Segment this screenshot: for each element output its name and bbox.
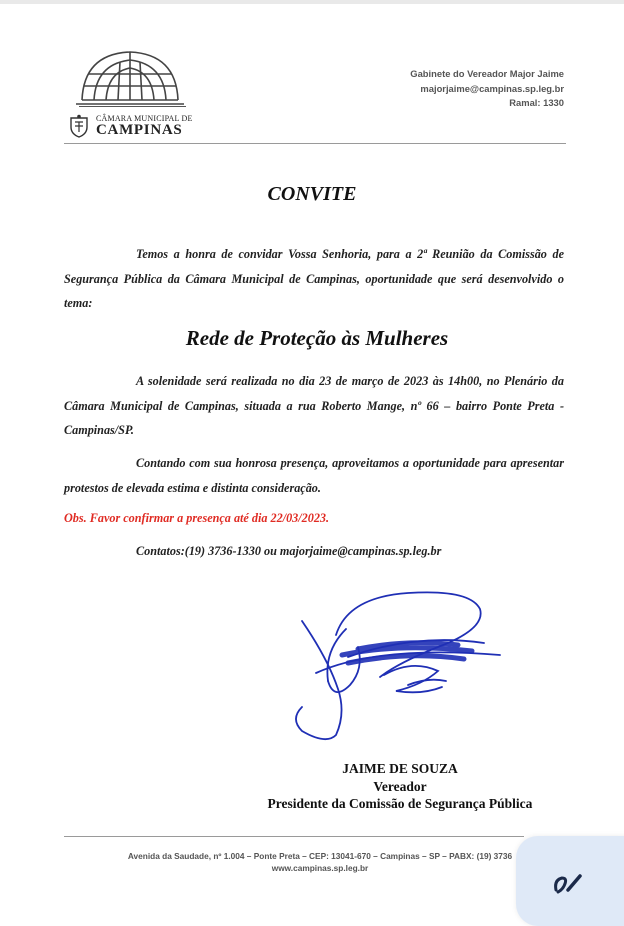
signatory-role: Vereador: [373, 779, 427, 794]
institution-name: CAMPINAS: [96, 122, 183, 138]
footer-address: Avenida da Saudade, nº 1.004 – Ponte Preta – CEP: 13041-670 – Campinas – SP – PABX: (19) 3736: [127, 851, 513, 861]
edit-pen-icon: [552, 872, 584, 894]
logo-divider: [79, 106, 186, 107]
document-title: CONVITE: [267, 183, 357, 205]
office-email: majorjaime@campinas.sp.leg.br: [420, 82, 564, 94]
contact-line: Contatos:(19) 3736-1330 ou majorjaime@campinas.sp.leg.br: [136, 544, 442, 558]
edit-fab-button[interactable]: [516, 836, 624, 926]
top-bar: [0, 0, 624, 4]
office-info: [410, 67, 564, 111]
signatory-position: Presidente da Comissão de Segurança Pública: [267, 796, 533, 811]
office-name: Gabinete do Vereador Major Jaime: [410, 68, 564, 79]
closing-paragraph: Contando com sua honrosa presença, aproveitamos a oportunidade para apresentar protestos de elevada estima e distinta consideração.: [64, 456, 564, 495]
handwritten-signature: [288, 585, 518, 750]
footer-website: www.campinas.sp.leg.br: [271, 863, 369, 873]
details-paragraph: A solenidade será realizada no dia 23 de março de 2023 às 14h00, no Plenário da Câmara Municipal de Campinas, situada a rua Roberto Mange, nº 66 – bairro Ponte Preta - Campinas/SP.: [64, 374, 564, 437]
footer-divider: [64, 836, 524, 837]
event-theme: Rede de Proteção às Mulheres: [185, 326, 449, 350]
city-crest-icon: [67, 114, 91, 138]
header-divider: [64, 143, 566, 144]
intro-paragraph: Temos a honra de convidar Vossa Senhoria, para a 2ª Reunião da Comissão de Segurança Pública da Câmara Municipal de Campinas, oportunidade que será desenvolvido o tema:: [64, 247, 564, 310]
rsvp-note: Obs. Favor confirmar a presença até dia 22/03/2023.: [64, 511, 330, 525]
signatory-name: JAIME DE SOUZA: [342, 761, 458, 776]
institution-name-small: CÂMARA MUNICIPAL DE: [96, 114, 193, 123]
office-extension: Ramal: 1330: [509, 97, 564, 109]
